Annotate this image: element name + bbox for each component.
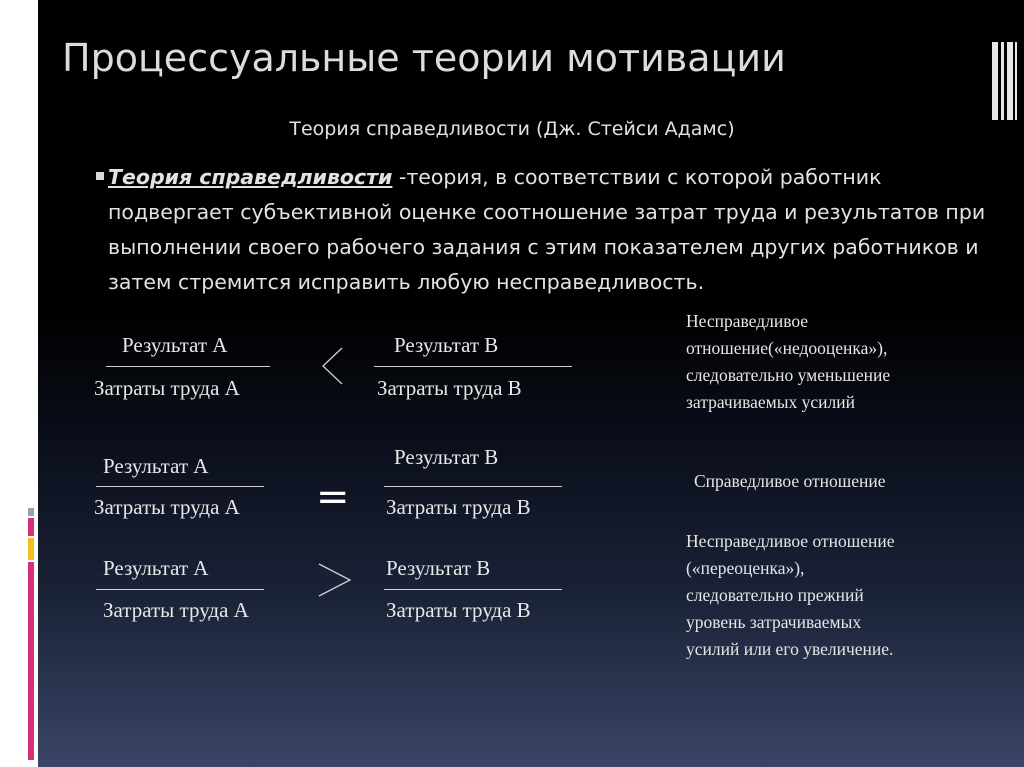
note-line: Справедливое отношение [694,471,886,491]
slide-subtitle: Теория справедливости (Дж. Стейси Адамс) [289,118,735,140]
comparison-2-left-numerator: Результат А [103,454,209,478]
note-line: Несправедливое [686,311,809,331]
note-line: отношение(«недооценка»), [686,338,888,358]
comparison-3-left-denominator: Затраты труда А [103,598,249,622]
equals-sign: = [316,474,350,520]
bullet-marker [96,172,104,180]
comparison-2-left-denominator: Затраты труда А [94,495,240,519]
comparison-3-right-denominator: Затраты труда В [386,598,531,622]
accent-bar-pink [28,518,34,536]
comparison-3-right-numerator: Результат В [386,556,491,580]
less-than-sign [320,346,344,386]
comparison-2-right-denominator: Затраты труда В [386,495,531,519]
comparison-1-note [686,308,890,416]
note-line: усилий или его увеличение. [686,639,894,659]
comparison-1-left-fraction-line [106,366,270,367]
note-line: уровень затрачиваемых [686,612,862,632]
slide-title: Процессуальные теории мотивации [62,36,786,80]
greater-than-sign [316,562,352,598]
definition-text: -теория, в соответствии с которой работник подвергает субъективной оценке соотношение затрат труда и результатов при выполнении своего рабочего задания с этим показателем других работников и затем стремится исправить любую несправедливость. [108,165,986,294]
comparison-1-right-numerator: Результат В [394,333,499,357]
note-line: Несправедливое отношение [686,531,895,551]
note-line: следовательно прежний [686,585,864,605]
comparison-1-right-fraction-line [374,366,572,367]
note-line: затрачиваемых усилий [686,392,855,412]
comparison-3-left-fraction-line [96,589,264,590]
comparison-3-left-numerator: Результат А [103,556,209,580]
comparison-1-left-numerator: Результат А [122,333,228,357]
accent-bar-yellow [28,538,34,560]
accent-bar-grey [28,508,34,516]
definition-paragraph [108,160,988,300]
comparison-2-right-fraction-line [384,486,562,487]
comparison-1-right-denominator: Затраты труда В [377,376,522,400]
note-line: («переоценка»), [686,558,805,578]
comparison-2-right-numerator: Результат В [394,445,499,469]
comparison-2-left-fraction-line [96,486,264,487]
note-line: следовательно уменьшение [686,365,891,385]
comparison-2-note [694,468,886,495]
comparison-3-right-fraction-line [384,589,562,590]
definition-term: Теория справедливости [108,165,393,189]
title-stripes-decoration [992,42,1018,120]
comparison-3-note [686,528,894,663]
accent-bar-pink-long [28,562,34,760]
comparison-1-left-denominator: Затраты труда А [94,376,240,400]
